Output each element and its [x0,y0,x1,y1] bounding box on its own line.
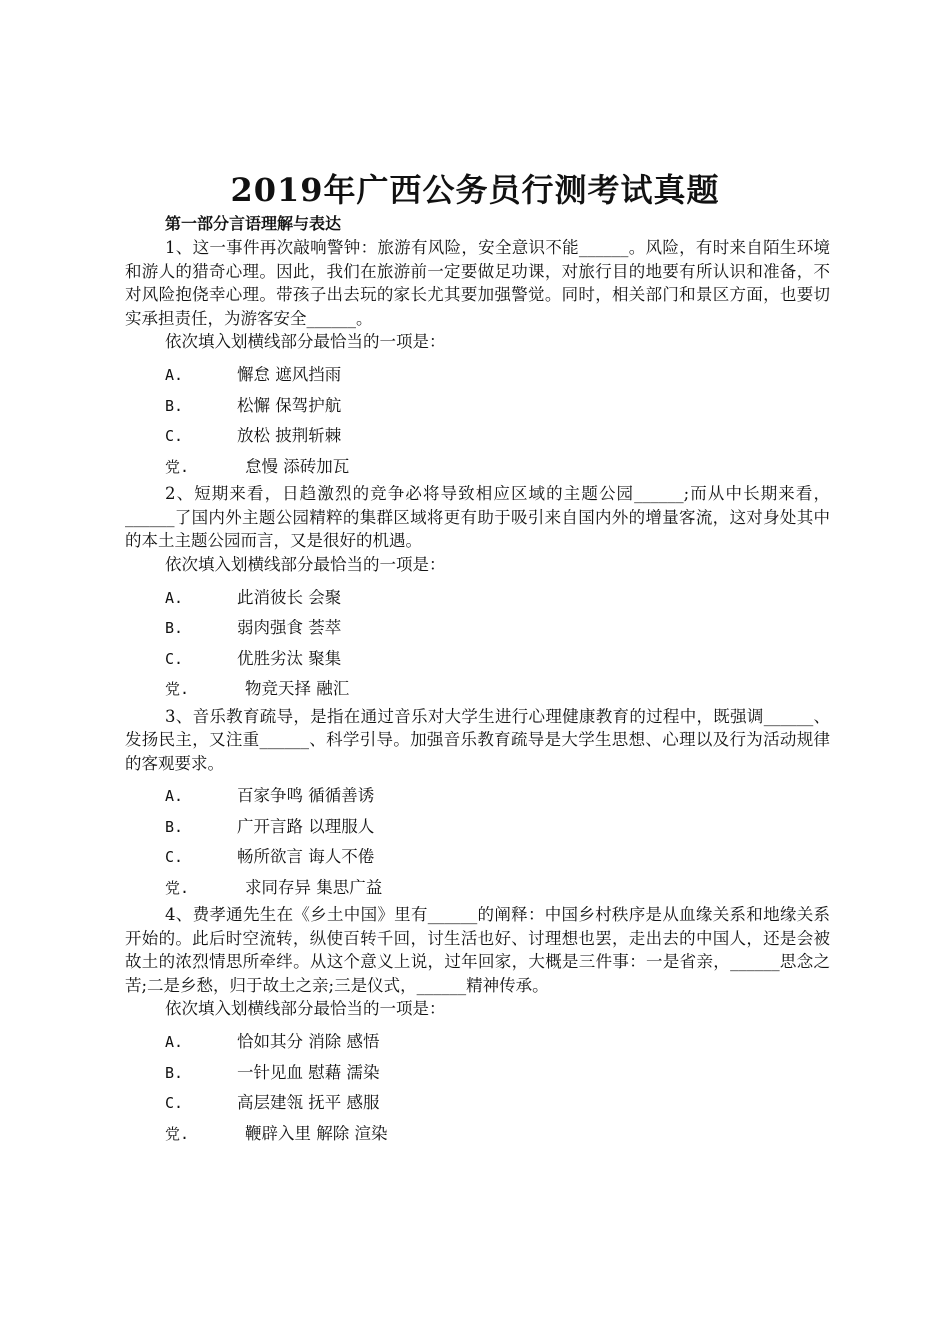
option-text: 鞭辟入里 解除 渲染 [245,1123,388,1143]
option-letter: 党. [165,1124,190,1143]
option-letter: 党. [165,680,190,698]
option-text: 弱肉强食 荟萃 [237,618,342,637]
option-letter: A. [165,588,184,607]
question-instruction: 依次填入划横线部分最恰当的一项是： [165,999,446,1018]
option-letter: A. [165,366,184,384]
option-c [125,421,830,452]
option-c [125,842,830,873]
option-d [125,452,830,483]
option-b [125,613,830,644]
option-text: 求同存异 集思广益 [245,877,383,897]
option-letter: C. [165,1094,184,1112]
question-stem: 1、这一事件再次敲响警钟：旅游有风险，安全意识不能______。风险，有时来自陌生环境和游人的猎奇心理。因此，我们在旅游前一定要做足功课，对旅行目的地要有所认识和准备，不对风险抱侥幸心理。带孩子出去玩的家长尤其要加强警觉。同时，相关部门和景区方面，也要切实承担责任，为游客安全______。 [125,238,830,328]
option-text: 此消彼长 会聚 [237,587,342,607]
question-stem: 2、短期来看，日趋激烈的竞争必将导致相应区域的主题公园______;而从中长期来看，______了国内外主题公园精粹的集群区域将更有助于吸引来自国内外的增量客流，这对身处其中的本土主题公园而言，又是很好的机遇。 [125,484,830,550]
option-text: 一针见血 慰藉 濡染 [237,1062,380,1082]
option-list [125,1027,830,1149]
option-list [125,360,830,482]
option-b [125,1058,830,1089]
option-letter: 党. [165,878,190,897]
question-stem: 3、音乐教育疏导，是指在通过音乐对大学生进行心理健康教育的过程中，既强调______、发扬民主，又注重______、科学引导。加强音乐教育疏导是大学生思想、心理以及行为活动规律的客观要求。 [125,706,830,773]
question-2 [125,482,830,705]
option-text: 畅所欲言 诲人不倦 [237,847,375,866]
option-a [125,1027,830,1058]
question-instruction: 依次填入划横线部分最恰当的一项是： [165,554,446,574]
question-stem: 4、费孝通先生在《乡土中国》里有______的阐释：中国乡村秩序是从血缘关系和地缘关系开始的。此后时空流转，纵使百转千回，讨生活也好、讨理想也罢，走出去的中国人，还是会被故土的浓烈情思所牵绊。从这个意义上说，过年回家，大概是三件事：一是省亲，______思念之苦;二是乡愁，归于故土之亲;三是仪式，______精神传承。 [125,905,830,995]
option-b [125,391,830,422]
option-letter: B. [165,1063,184,1082]
option-text: 广开言路 以理服人 [237,816,375,836]
question-instruction: 依次填入划横线部分最恰当的一项是： [165,332,446,351]
option-d [125,873,830,904]
option-letter: 党. [165,457,190,476]
option-text: 怠慢 添砖加瓦 [245,456,350,476]
option-a [125,360,830,391]
option-text: 松懈 保驾护航 [237,395,342,415]
option-d [125,674,830,705]
option-letter: B. [165,619,184,637]
question-1 [125,236,830,482]
option-a [125,583,830,614]
option-text: 恰如其分 消除 感悟 [237,1032,380,1051]
option-text: 高层建瓴 抚平 感服 [237,1093,380,1112]
option-letter: B. [165,817,184,836]
option-letter: B. [165,396,184,415]
option-c [125,1088,830,1119]
option-d [125,1119,830,1150]
option-text: 放松 披荆斩棘 [237,426,342,445]
section-heading: 第一部分言语理解与表达 [165,214,342,233]
option-text: 懈怠 遮风挡雨 [237,365,342,384]
option-text: 优胜劣汰 聚集 [237,648,342,668]
option-letter: A. [165,1033,184,1051]
option-a [125,781,830,812]
option-letter: A. [165,787,184,805]
option-list [125,781,830,903]
option-text: 百家争鸣 循循善诱 [237,786,375,805]
option-list [125,583,830,705]
option-letter: C. [165,848,184,866]
document-body [125,212,830,1149]
option-letter: C. [165,649,184,668]
option-letter: C. [165,427,184,445]
option-text: 物竞天择 融汇 [245,679,350,698]
document-title: 2019年广西公务员行测考试真题 [230,171,720,209]
question-4 [125,903,830,1149]
option-b [125,812,830,843]
option-c [125,644,830,675]
question-3 [125,705,830,904]
